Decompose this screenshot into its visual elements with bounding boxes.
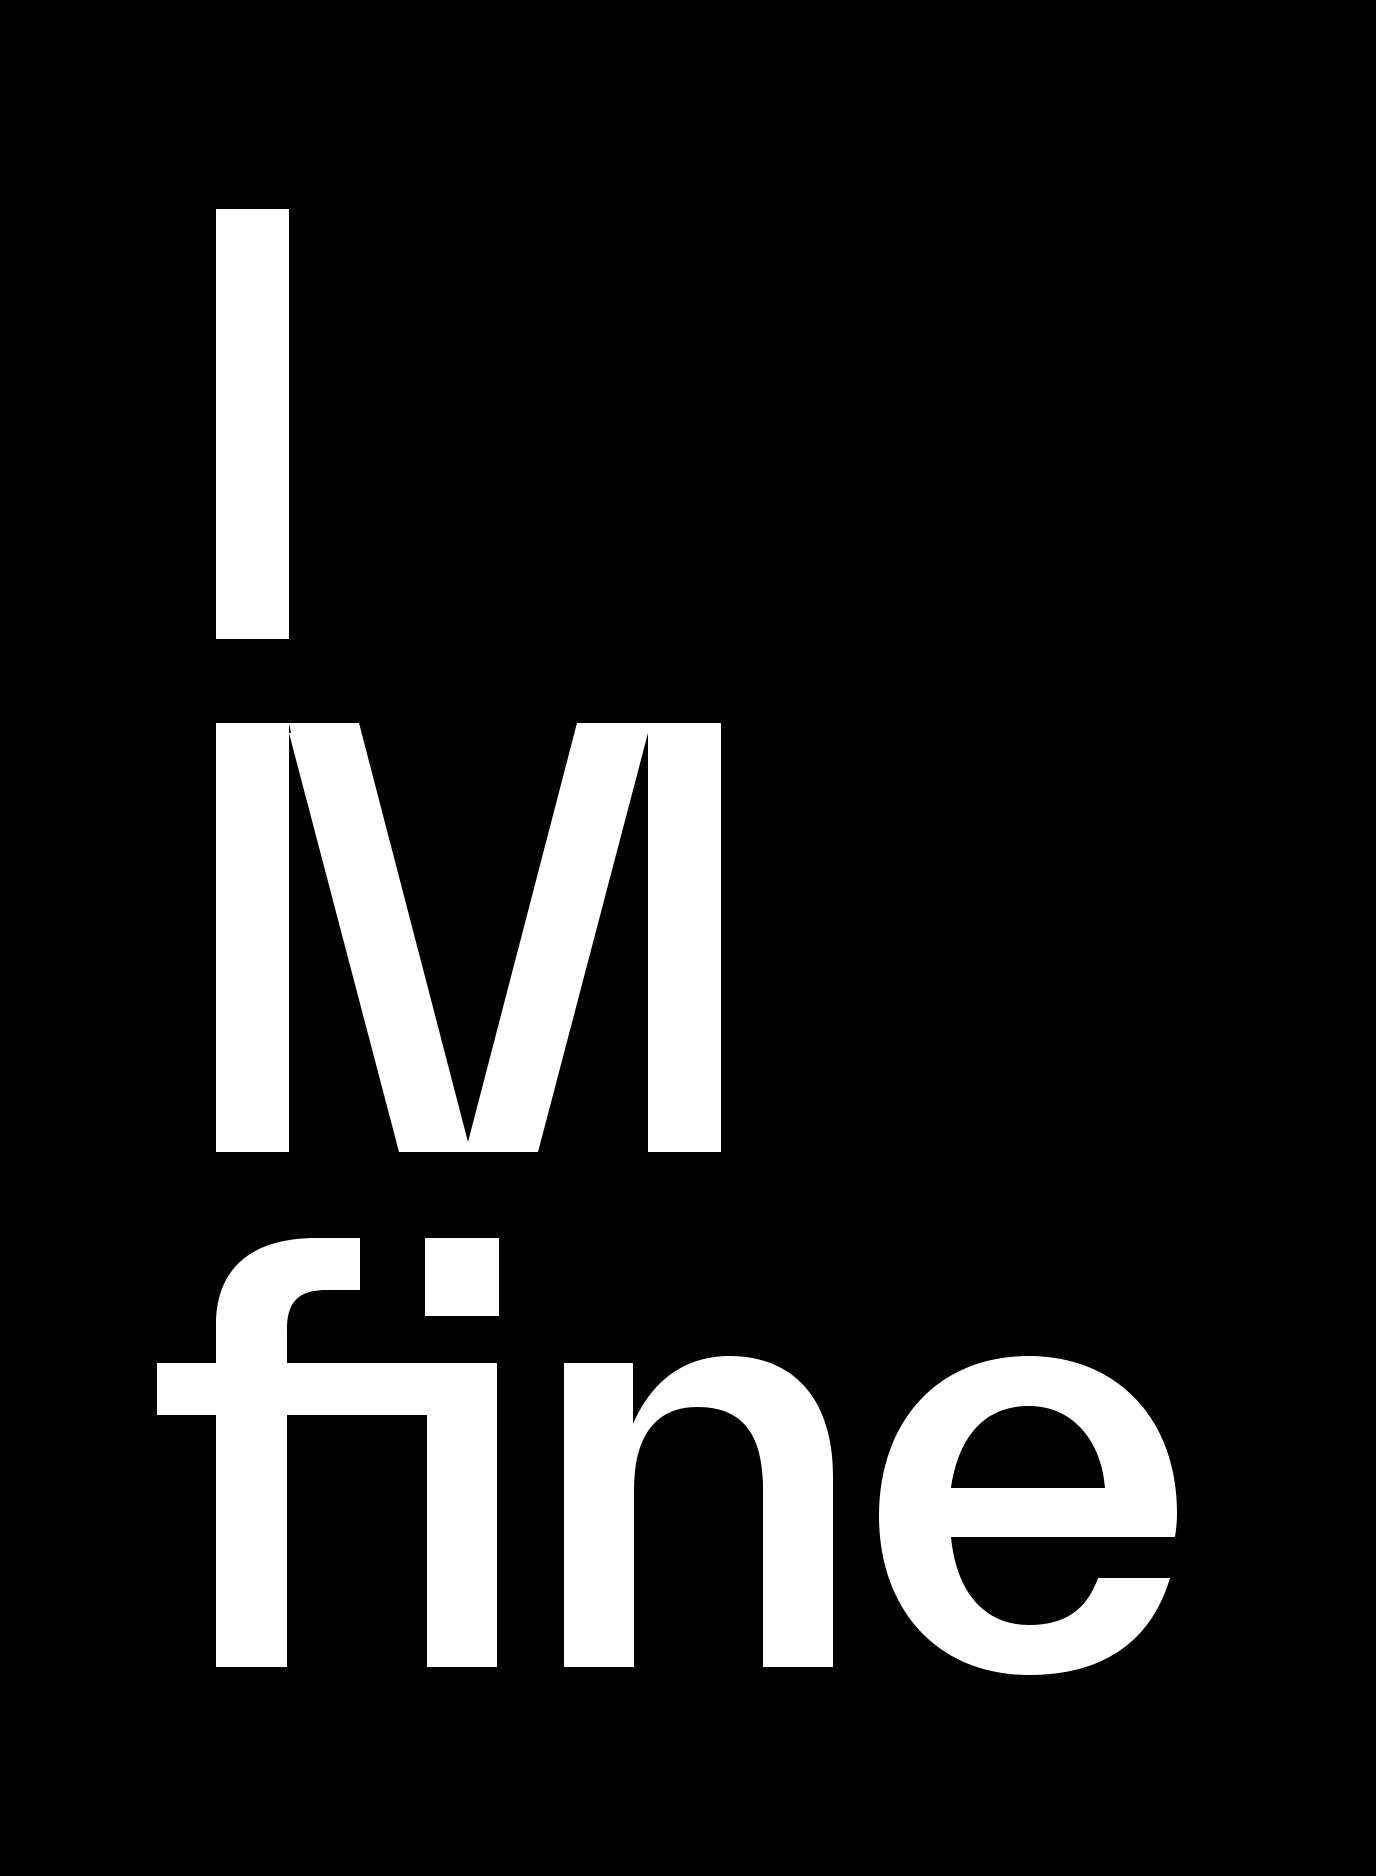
letter-I [216, 209, 289, 639]
letter-i-dot [425, 1238, 499, 1316]
letter-e [879, 1356, 1177, 1675]
letter-i-stem [427, 1363, 497, 1667]
